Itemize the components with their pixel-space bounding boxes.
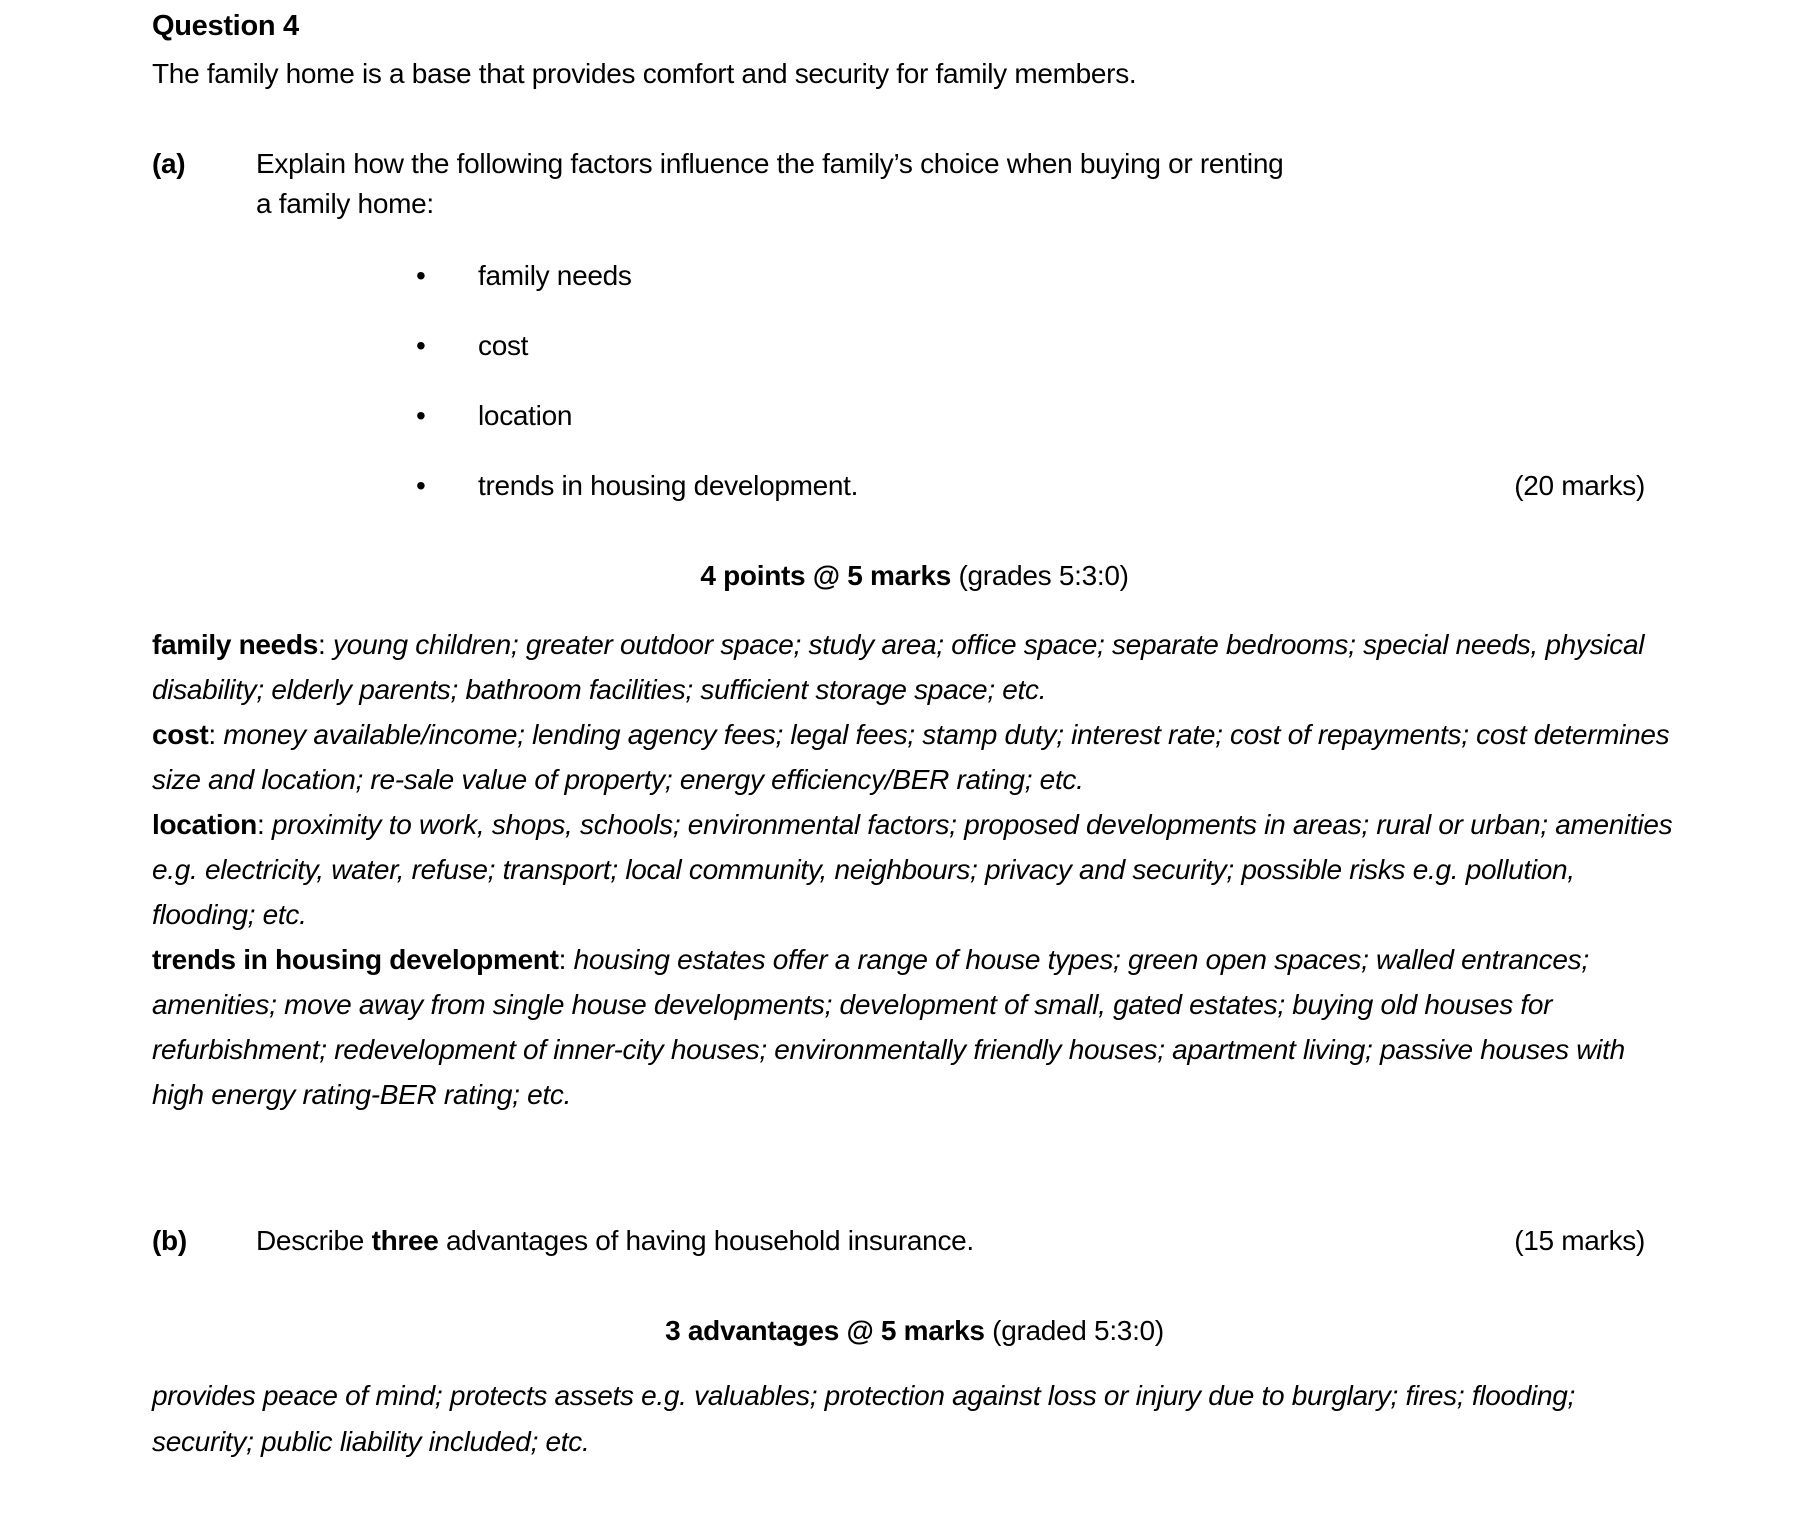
scheme-colon: : bbox=[558, 944, 574, 975]
part-a-prompt-line1: Explain how the following factors influence the family’s choice when buying or renting bbox=[256, 148, 1284, 179]
part-a-marking-scheme bbox=[152, 622, 1677, 1117]
part-a-label: (a) bbox=[152, 148, 186, 179]
part-b-scheme-heading-note: (graded 5:3:0) bbox=[984, 1315, 1164, 1346]
scheme-colon: : bbox=[256, 809, 272, 840]
factor-label: • family needs bbox=[478, 260, 632, 291]
scheme-text: proximity to work, shops, schools; environmental factors; proposed developments in areas; rural or urban; amenities e.g. electricity, water, refuse; transport; local community, neighbours; privacy and security; possible risks e.g. pollution, flooding; etc. bbox=[152, 809, 1673, 930]
part-b-prompt-emphasis: three bbox=[371, 1225, 439, 1256]
part-b-marking-scheme bbox=[152, 1373, 1677, 1465]
scheme-colon: : bbox=[318, 629, 333, 660]
question-title: Question 4 bbox=[152, 10, 299, 42]
scheme-term: cost bbox=[152, 719, 209, 750]
part-a-scheme-heading-bold: 4 points @ 5 marks bbox=[700, 560, 952, 591]
factor-label: • cost bbox=[478, 330, 529, 361]
part-a-marks: (20 marks) bbox=[1514, 470, 1645, 501]
part-b-row bbox=[152, 1221, 1677, 1261]
factor-item-location bbox=[152, 396, 1677, 436]
factor-item-family-needs bbox=[152, 256, 1677, 296]
scheme-term: location bbox=[152, 809, 257, 840]
factor-item-trends bbox=[152, 466, 1677, 506]
part-a-scheme-heading bbox=[152, 556, 1677, 596]
part-b-label: (b) bbox=[152, 1225, 187, 1256]
factor-label: • trends in housing development. bbox=[478, 470, 859, 501]
part-b-scheme-heading-bold: 3 advantages @ 5 marks bbox=[665, 1315, 985, 1346]
factor-bullet-list bbox=[152, 256, 1677, 506]
scheme-item-family-needs bbox=[152, 622, 1677, 712]
scheme-item-location bbox=[152, 802, 1677, 937]
question-intro: The family home is a base that provides comfort and security for family members. bbox=[152, 58, 1137, 89]
part-b-scheme-heading bbox=[152, 1311, 1677, 1351]
part-b-marks: (15 marks) bbox=[1514, 1225, 1645, 1256]
scheme-term: family needs bbox=[152, 629, 319, 660]
scheme-text: housing estates offer a range of house types; green open spaces; walled entrances; amenities; move away from single house developments; development of small, gated estates; buying old houses for refurbishment; redevelopment of inner-city houses; environmentally friendly houses; apartment living; passive houses with high energy rating-BER rating; etc. bbox=[152, 944, 1625, 1110]
scheme-text: money available/income; lending agency fees; legal fees; stamp duty; interest rate; cost of repayments; cost determines size and location; re-sale value of property; energy efficiency/BER rating; etc. bbox=[152, 719, 1670, 795]
scheme-text: young children; greater outdoor space; study area; office space; separate bedrooms; special needs, physical disability; elderly parents; bathroom facilities; sufficient storage space; etc. bbox=[152, 629, 1645, 705]
scheme-colon: : bbox=[208, 719, 224, 750]
factor-label: • location bbox=[478, 400, 573, 431]
part-b-prompt-end: advantages of having household insurance. bbox=[438, 1225, 974, 1256]
exam-question-page bbox=[152, 0, 1677, 1465]
factor-item-cost bbox=[152, 326, 1677, 366]
part-a-prompt bbox=[256, 144, 1677, 224]
part-a-scheme-heading-note: (grades 5:3:0) bbox=[951, 560, 1129, 591]
part-b-prompt-start: Describe bbox=[256, 1225, 372, 1256]
scheme-text: provides peace of mind; protects assets e.g. valuables; protection against loss or injury due to burglary; fires; flooding; security; public liability included; etc. bbox=[152, 1380, 1575, 1457]
scheme-term: trends in housing development bbox=[152, 944, 559, 975]
scheme-item-cost bbox=[152, 712, 1677, 802]
part-a-prompt-line2: a family home: bbox=[256, 188, 434, 219]
part-a-row bbox=[152, 144, 1677, 224]
scheme-item-trends bbox=[152, 937, 1677, 1117]
part-b-prompt bbox=[256, 1221, 1514, 1261]
